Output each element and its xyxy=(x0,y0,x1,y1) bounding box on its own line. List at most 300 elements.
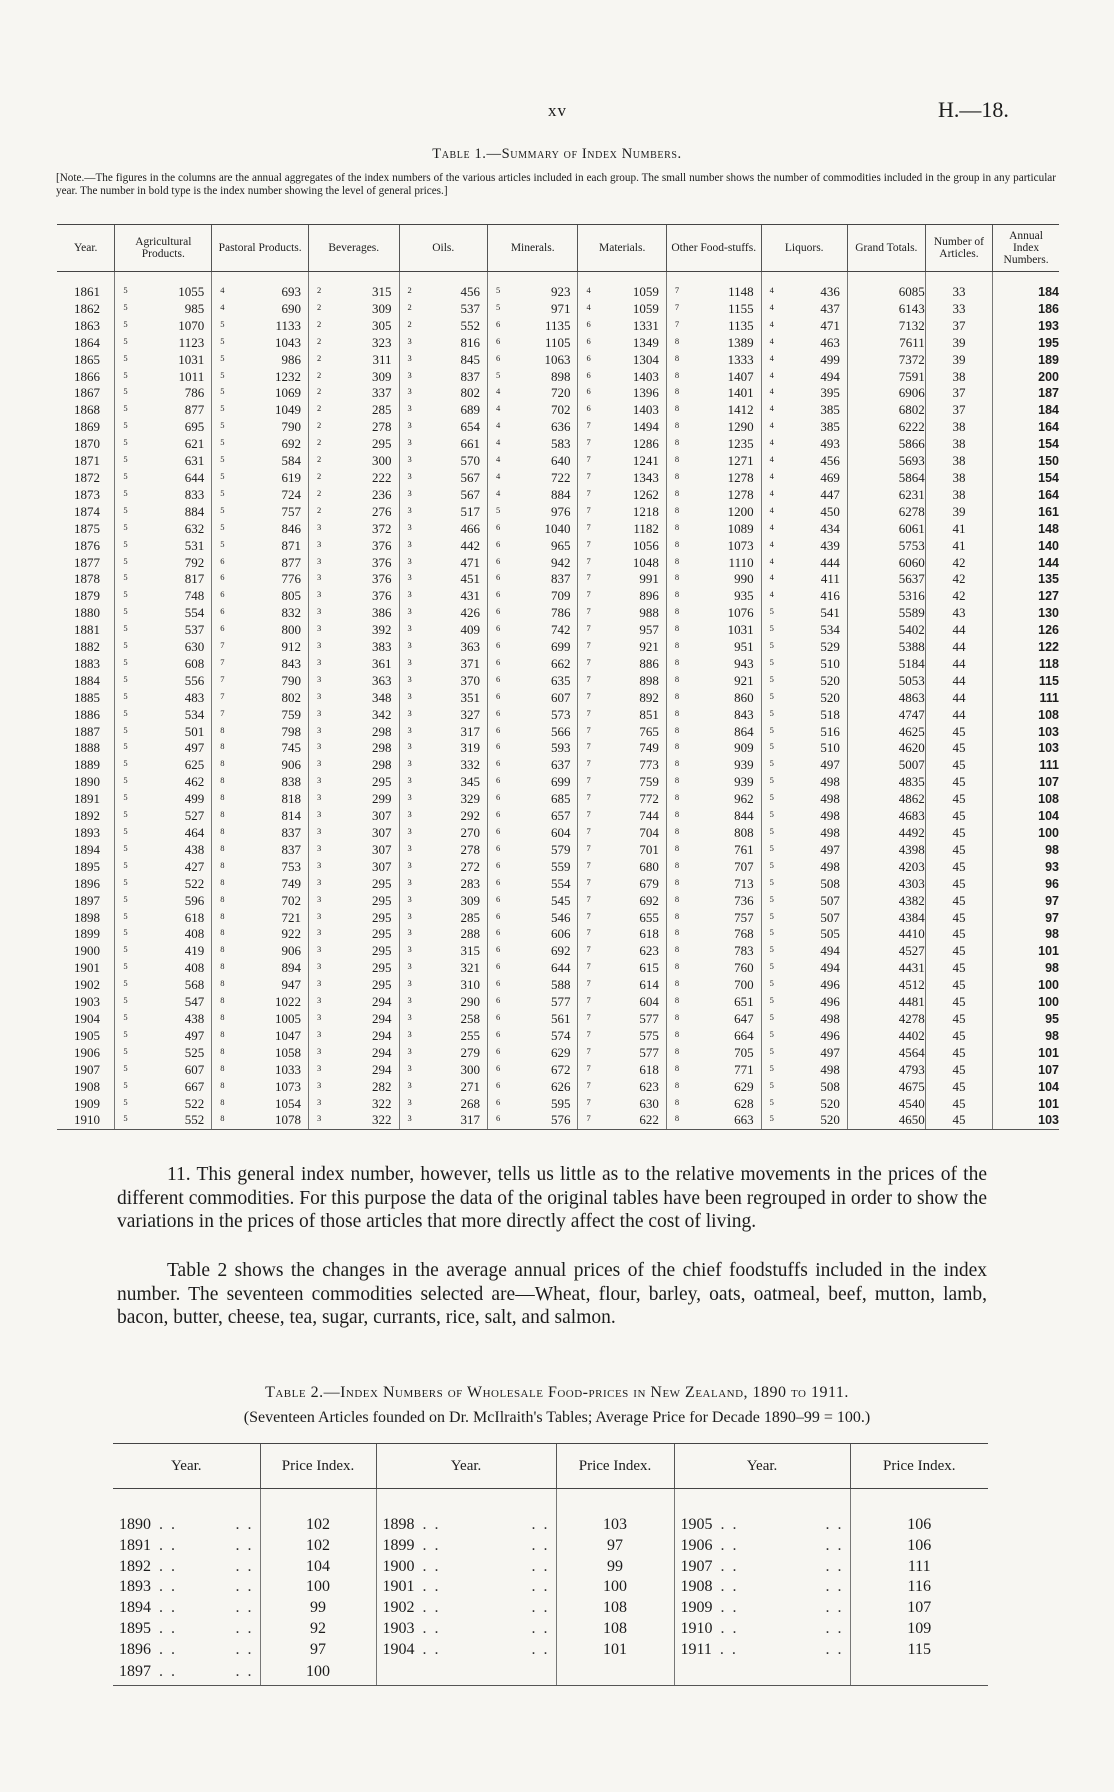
minerals-aggregate: 742 xyxy=(550,622,571,638)
oils-cell xyxy=(399,994,487,1011)
beverages-aggregate: 294 xyxy=(372,1061,392,1077)
beverages-aggregate: 294 xyxy=(372,1027,392,1043)
table2-year-cell xyxy=(376,1577,556,1598)
materials-value xyxy=(578,605,665,622)
table1-row xyxy=(57,453,1059,470)
beverages-cell xyxy=(309,876,400,893)
oils-commodity-count: 3 xyxy=(407,640,412,651)
materials-commodity-count: 7 xyxy=(586,758,591,769)
materials-cell xyxy=(578,791,666,808)
other-foodstuffs-commodity-count: 8 xyxy=(674,1028,680,1039)
agricultural-aggregate: 556 xyxy=(184,672,205,688)
year-cell: 1910 xyxy=(57,1112,115,1129)
minerals-cell xyxy=(487,385,578,402)
annual-index-cell: 126 xyxy=(993,622,1059,639)
year-cell: 1874 xyxy=(74,503,100,519)
materials-value xyxy=(578,385,665,402)
minerals-commodity-count: 6 xyxy=(495,521,501,532)
food-price-index-table xyxy=(113,1443,988,1686)
grand-total-cell: 4384 xyxy=(847,910,925,927)
table1-row xyxy=(57,791,1059,808)
agricultural-aggregate: 499 xyxy=(184,791,205,807)
agricultural-value xyxy=(115,740,211,757)
number-of-articles-cell: 38 xyxy=(925,453,992,470)
agricultural-aggregate: 462 xyxy=(184,774,205,790)
beverages-value xyxy=(309,808,399,825)
other-foodstuffs-value xyxy=(667,842,761,859)
annual-index-cell: 164 xyxy=(993,487,1059,504)
liquors-aggregate: 498 xyxy=(820,1010,840,1026)
liquors-commodity-count: 5 xyxy=(769,809,774,820)
pastoral-commodity-count: 8 xyxy=(220,1045,225,1056)
table2-year-cell xyxy=(113,1640,260,1661)
liquors-aggregate: 518 xyxy=(820,706,840,722)
header-number-of-articles: Number of Articles. xyxy=(925,225,992,272)
pastoral-aggregate: 1005 xyxy=(275,1010,302,1026)
agricultural-aggregate: 419 xyxy=(184,943,205,959)
agricultural-value xyxy=(115,774,211,791)
minerals-value xyxy=(488,977,578,994)
minerals-aggregate: 898 xyxy=(550,368,571,384)
beverages-commodity-count: 2 xyxy=(317,420,322,431)
liquors-commodity-count: 5 xyxy=(769,724,774,735)
table2-year-cell xyxy=(674,1661,850,1686)
oils-value xyxy=(400,605,487,622)
beverages-cell xyxy=(309,740,400,757)
pastoral-aggregate: 837 xyxy=(281,841,302,857)
minerals-commodity-count: 6 xyxy=(495,859,501,870)
table1-row xyxy=(57,673,1059,690)
table1-row xyxy=(57,622,1059,639)
table1-row xyxy=(57,1112,1059,1129)
pastoral-cell xyxy=(212,504,309,521)
liquors-value xyxy=(762,1011,847,1028)
oils-value xyxy=(400,808,487,825)
header-year-3: Year. xyxy=(674,1444,850,1489)
other-foodstuffs-aggregate: 783 xyxy=(734,943,754,959)
beverages-cell xyxy=(309,994,400,1011)
agricultural-cell xyxy=(115,402,212,419)
paragraph-11: 11. This general index number, however, tells us little as to the relative movements in the prices of the different commodities. For this purpose the data of the original tables have been regrouped in order to show the variations in the prices of those articles that more directly affect the cost of living. xyxy=(117,1164,987,1232)
minerals-commodity-count: 6 xyxy=(495,589,501,600)
year-cell: 1905 xyxy=(74,1027,100,1043)
beverages-commodity-count: 2 xyxy=(317,470,322,481)
header-beverages: Beverages. xyxy=(309,225,400,272)
oils-cell xyxy=(399,284,487,301)
other-foodstuffs-commodity-count: 8 xyxy=(674,470,680,481)
beverages-value xyxy=(309,859,399,876)
beverages-aggregate: 298 xyxy=(372,757,392,773)
leader-dots: . . xyxy=(235,1578,254,1596)
grand-total-cell: 6231 xyxy=(847,487,925,504)
beverages-commodity-count: 3 xyxy=(317,1062,322,1073)
other-foodstuffs-commodity-count: 8 xyxy=(674,775,680,786)
other-foodstuffs-value xyxy=(667,284,761,301)
materials-cell xyxy=(578,1079,666,1096)
pastoral-commodity-count: 6 xyxy=(220,572,225,583)
beverages-cell xyxy=(309,1045,400,1062)
other-foodstuffs-value xyxy=(667,1096,761,1113)
summary-index-table xyxy=(57,224,1059,1130)
materials-commodity-count: 6 xyxy=(586,335,591,346)
beverages-cell xyxy=(309,893,400,910)
table2-row xyxy=(113,1536,988,1557)
oils-commodity-count: 3 xyxy=(407,927,412,938)
beverages-commodity-count: 3 xyxy=(317,842,322,853)
table2-price-index-cell: 99 xyxy=(556,1557,674,1578)
pastoral-commodity-count: 5 xyxy=(220,352,225,363)
liquors-commodity-count: 5 xyxy=(769,944,774,955)
materials-aggregate: 575 xyxy=(639,1027,659,1043)
liquors-commodity-count: 4 xyxy=(769,386,774,397)
beverages-cell xyxy=(309,521,400,538)
minerals-aggregate: 1135 xyxy=(544,317,571,333)
annual-index-cell: 101 xyxy=(993,1045,1059,1062)
oils-value xyxy=(400,1079,487,1096)
pastoral-aggregate: 749 xyxy=(281,875,302,891)
oils-value xyxy=(400,791,487,808)
liquors-commodity-count: 4 xyxy=(769,572,774,583)
table2-year-cell xyxy=(674,1515,850,1536)
oils-aggregate: 319 xyxy=(460,740,480,756)
minerals-aggregate: 965 xyxy=(550,537,571,553)
grand-total-cell: 4862 xyxy=(847,791,925,808)
oils-cell xyxy=(399,690,487,707)
materials-commodity-count: 6 xyxy=(586,369,591,380)
other-foodstuffs-cell xyxy=(666,1112,761,1129)
oils-aggregate: 845 xyxy=(460,351,480,367)
year-cell: 1861 xyxy=(74,284,100,299)
pastoral-value xyxy=(212,910,308,927)
other-foodstuffs-aggregate: 663 xyxy=(734,1112,754,1128)
pastoral-value xyxy=(212,1112,308,1129)
pastoral-aggregate: 1073 xyxy=(275,1078,302,1094)
table2-year-cell xyxy=(674,1557,850,1578)
liquors-value xyxy=(762,808,847,825)
materials-aggregate: 1494 xyxy=(632,419,659,435)
other-foodstuffs-value xyxy=(667,893,761,910)
minerals-commodity-count: 6 xyxy=(495,775,501,786)
materials-value xyxy=(578,419,665,436)
annual-index-cell: 104 xyxy=(993,1079,1059,1096)
oils-aggregate: 537 xyxy=(460,300,480,316)
liquors-cell xyxy=(761,470,847,487)
grand-total-cell: 5637 xyxy=(847,571,925,588)
pastoral-cell xyxy=(212,369,309,386)
pastoral-commodity-count: 8 xyxy=(220,1096,225,1107)
annual-index-cell: 108 xyxy=(993,707,1059,724)
pastoral-cell xyxy=(212,673,309,690)
agricultural-cell xyxy=(115,1028,212,1045)
table2-row xyxy=(113,1557,988,1578)
pastoral-cell xyxy=(212,656,309,673)
other-foodstuffs-cell xyxy=(666,656,761,673)
oils-commodity-count: 3 xyxy=(407,775,412,786)
other-foodstuffs-commodity-count: 8 xyxy=(674,876,680,887)
agricultural-aggregate: 527 xyxy=(184,808,205,824)
pastoral-aggregate: 832 xyxy=(281,605,302,621)
minerals-value xyxy=(488,825,578,842)
agricultural-aggregate: 695 xyxy=(184,419,205,435)
grand-total-cell: 7372 xyxy=(847,352,925,369)
other-foodstuffs-aggregate: 768 xyxy=(734,926,754,942)
oils-aggregate: 456 xyxy=(460,284,480,299)
materials-value xyxy=(578,656,665,673)
grand-total-cell: 4747 xyxy=(847,707,925,724)
agricultural-cell xyxy=(115,1045,212,1062)
minerals-cell xyxy=(487,876,578,893)
pastoral-commodity-count: 6 xyxy=(220,589,225,600)
oils-aggregate: 270 xyxy=(460,825,480,840)
agricultural-value xyxy=(115,504,211,521)
oils-cell xyxy=(399,1062,487,1079)
year-cell: 1878 xyxy=(74,571,100,587)
liquors-aggregate: 507 xyxy=(820,909,840,925)
other-foodstuffs-cell xyxy=(666,994,761,1011)
beverages-commodity-count: 2 xyxy=(317,301,322,312)
materials-aggregate: 704 xyxy=(639,825,659,840)
other-foodstuffs-cell xyxy=(666,622,761,639)
number-of-articles-cell: 45 xyxy=(925,926,992,943)
pastoral-value xyxy=(212,960,308,977)
number-of-articles-cell: 43 xyxy=(925,605,992,622)
agricultural-value xyxy=(115,436,211,453)
materials-aggregate: 1059 xyxy=(632,300,659,316)
materials-cell xyxy=(578,994,666,1011)
table1-row xyxy=(57,724,1059,741)
agricultural-aggregate: 621 xyxy=(184,436,205,452)
materials-commodity-count: 7 xyxy=(586,826,591,836)
agricultural-value xyxy=(115,419,211,436)
other-foodstuffs-commodity-count: 8 xyxy=(674,842,680,853)
minerals-value xyxy=(488,1112,578,1129)
pastoral-value xyxy=(212,504,308,521)
other-foodstuffs-commodity-count: 8 xyxy=(674,504,680,515)
table1-row xyxy=(57,605,1059,622)
beverages-cell xyxy=(309,639,400,656)
liquors-aggregate: 496 xyxy=(820,977,840,993)
oils-value xyxy=(400,994,487,1011)
other-foodstuffs-value xyxy=(667,335,761,352)
liquors-aggregate: 510 xyxy=(820,655,840,671)
year-cell: 1903 xyxy=(74,994,100,1010)
pastoral-value xyxy=(212,301,308,318)
materials-aggregate: 749 xyxy=(639,740,659,756)
table2-subtitle: (Seventeen Articles founded on Dr. McIlraith's Tables; Average Price for Decade 1890–99 = 100.) xyxy=(243,1409,871,1426)
agricultural-aggregate: 497 xyxy=(184,740,205,756)
beverages-commodity-count: 3 xyxy=(317,792,322,803)
other-foodstuffs-cell xyxy=(666,504,761,521)
materials-cell xyxy=(578,453,666,470)
pastoral-commodity-count: 8 xyxy=(220,1028,225,1039)
materials-cell xyxy=(578,673,666,690)
minerals-value xyxy=(488,470,578,487)
pastoral-aggregate: 790 xyxy=(281,419,302,435)
oils-cell xyxy=(399,960,487,977)
agricultural-commodity-count: 5 xyxy=(123,369,128,380)
year-cell: 1900 xyxy=(74,943,100,959)
liquors-cell xyxy=(761,960,847,977)
pastoral-value xyxy=(212,284,308,301)
oils-value xyxy=(400,673,487,690)
beverages-cell xyxy=(309,1028,400,1045)
liquors-value xyxy=(762,639,847,656)
other-foodstuffs-value xyxy=(667,369,761,386)
annual-index-cell: 111 xyxy=(993,757,1059,774)
liquors-cell xyxy=(761,690,847,707)
oils-cell xyxy=(399,318,487,335)
beverages-aggregate: 322 xyxy=(372,1095,392,1111)
pastoral-commodity-count: 8 xyxy=(220,842,225,853)
liquors-cell xyxy=(761,284,847,301)
oils-aggregate: 317 xyxy=(460,1112,480,1128)
liquors-aggregate: 395 xyxy=(820,385,840,401)
materials-commodity-count: 7 xyxy=(586,1079,591,1090)
liquors-value xyxy=(762,960,847,977)
liquors-cell xyxy=(761,893,847,910)
agricultural-commodity-count: 5 xyxy=(123,301,128,312)
oils-cell xyxy=(399,622,487,639)
agricultural-value xyxy=(115,690,211,707)
agricultural-aggregate: 985 xyxy=(184,300,205,316)
beverages-aggregate: 295 xyxy=(372,436,392,452)
agricultural-cell xyxy=(115,369,212,386)
liquors-aggregate: 494 xyxy=(820,368,840,384)
minerals-cell xyxy=(487,1045,578,1062)
materials-value xyxy=(578,1045,665,1062)
oils-value xyxy=(400,436,487,453)
pastoral-value xyxy=(212,555,308,572)
other-foodstuffs-commodity-count: 8 xyxy=(674,606,680,617)
agricultural-aggregate: 748 xyxy=(184,588,205,604)
table2-price-index-cell: 116 xyxy=(850,1577,988,1598)
pastoral-aggregate: 1054 xyxy=(275,1095,302,1111)
beverages-commodity-count: 2 xyxy=(317,335,322,346)
oils-cell xyxy=(399,571,487,588)
table1-row xyxy=(57,943,1059,960)
pastoral-aggregate: 776 xyxy=(281,571,302,587)
liquors-aggregate: 434 xyxy=(820,520,840,536)
liquors-aggregate: 493 xyxy=(820,436,840,452)
grand-total-cell: 6143 xyxy=(847,301,925,318)
table2-price-index-cell: 97 xyxy=(260,1640,376,1661)
other-foodstuffs-cell xyxy=(666,521,761,538)
oils-cell xyxy=(399,588,487,605)
beverages-value xyxy=(309,1079,399,1096)
pastoral-commodity-count: 8 xyxy=(220,826,225,836)
liquors-commodity-count: 4 xyxy=(769,589,774,600)
pastoral-aggregate: 1049 xyxy=(275,402,302,418)
other-foodstuffs-aggregate: 1333 xyxy=(727,351,754,367)
materials-cell xyxy=(578,690,666,707)
minerals-value xyxy=(488,588,578,605)
materials-commodity-count: 7 xyxy=(586,809,591,820)
materials-cell xyxy=(578,808,666,825)
beverages-value xyxy=(309,352,399,369)
grand-total-cell: 5753 xyxy=(847,538,925,555)
pastoral-aggregate: 690 xyxy=(281,300,302,316)
table2-row xyxy=(113,1661,988,1686)
table2-price-index-cell: 103 xyxy=(556,1515,674,1536)
materials-value xyxy=(578,369,665,386)
pastoral-commodity-count: 8 xyxy=(220,859,225,870)
header-minerals: Minerals. xyxy=(487,225,578,272)
agricultural-value xyxy=(115,284,211,301)
liquors-aggregate: 520 xyxy=(820,672,840,688)
oils-aggregate: 279 xyxy=(460,1044,480,1060)
liquors-commodity-count: 5 xyxy=(769,640,774,651)
other-foodstuffs-aggregate: 962 xyxy=(734,791,754,807)
grand-total-cell: 6802 xyxy=(847,402,925,419)
liquors-aggregate: 510 xyxy=(820,740,840,756)
materials-cell xyxy=(578,369,666,386)
materials-aggregate: 1403 xyxy=(632,402,659,418)
pastoral-commodity-count: 6 xyxy=(220,606,225,617)
liquors-value xyxy=(762,1062,847,1079)
annual-index-cell: 103 xyxy=(993,740,1059,757)
other-foodstuffs-cell xyxy=(666,538,761,555)
agricultural-value xyxy=(115,724,211,741)
oils-commodity-count: 3 xyxy=(407,673,412,684)
minerals-commodity-count: 6 xyxy=(495,572,501,583)
minerals-value xyxy=(488,673,578,690)
liquors-value xyxy=(762,977,847,994)
table2-year-cell xyxy=(113,1598,260,1619)
materials-aggregate: 1396 xyxy=(632,385,659,401)
minerals-value xyxy=(488,757,578,774)
liquors-cell xyxy=(761,588,847,605)
other-foodstuffs-commodity-count: 8 xyxy=(674,910,680,921)
pastoral-commodity-count: 8 xyxy=(220,1062,225,1073)
pastoral-aggregate: 1033 xyxy=(275,1061,302,1077)
year-cell: 1902 xyxy=(74,977,100,993)
pastoral-aggregate: 1022 xyxy=(275,994,302,1010)
materials-commodity-count: 7 xyxy=(586,606,591,617)
other-foodstuffs-value xyxy=(667,1045,761,1062)
beverages-cell xyxy=(309,757,400,774)
other-foodstuffs-aggregate: 757 xyxy=(734,909,754,925)
materials-commodity-count: 7 xyxy=(586,470,591,481)
beverages-cell xyxy=(309,825,400,842)
other-foodstuffs-cell xyxy=(666,571,761,588)
table1-row xyxy=(57,335,1059,352)
pastoral-value xyxy=(212,1011,308,1028)
liquors-value xyxy=(762,436,847,453)
pastoral-cell xyxy=(212,402,309,419)
annual-index-cell: 184 xyxy=(993,402,1059,419)
pastoral-aggregate: 757 xyxy=(281,503,302,519)
pastoral-cell xyxy=(212,1028,309,1045)
materials-aggregate: 991 xyxy=(639,571,659,587)
table1-row xyxy=(57,1096,1059,1113)
agricultural-cell xyxy=(115,639,212,656)
materials-value xyxy=(578,842,665,859)
oils-value xyxy=(400,419,487,436)
number-of-articles-cell: 45 xyxy=(925,808,992,825)
pastoral-value xyxy=(212,622,308,639)
beverages-aggregate: 307 xyxy=(372,858,392,874)
minerals-cell xyxy=(487,402,578,419)
number-of-articles-cell: 45 xyxy=(925,876,992,893)
agricultural-aggregate: 1055 xyxy=(178,284,205,299)
pastoral-value xyxy=(212,690,308,707)
minerals-commodity-count: 6 xyxy=(495,623,501,634)
oils-cell xyxy=(399,504,487,521)
grand-total-cell: 4382 xyxy=(847,893,925,910)
year-cell: 1895 xyxy=(74,858,100,874)
grand-total-cell: 5388 xyxy=(847,639,925,656)
oils-cell xyxy=(399,301,487,318)
